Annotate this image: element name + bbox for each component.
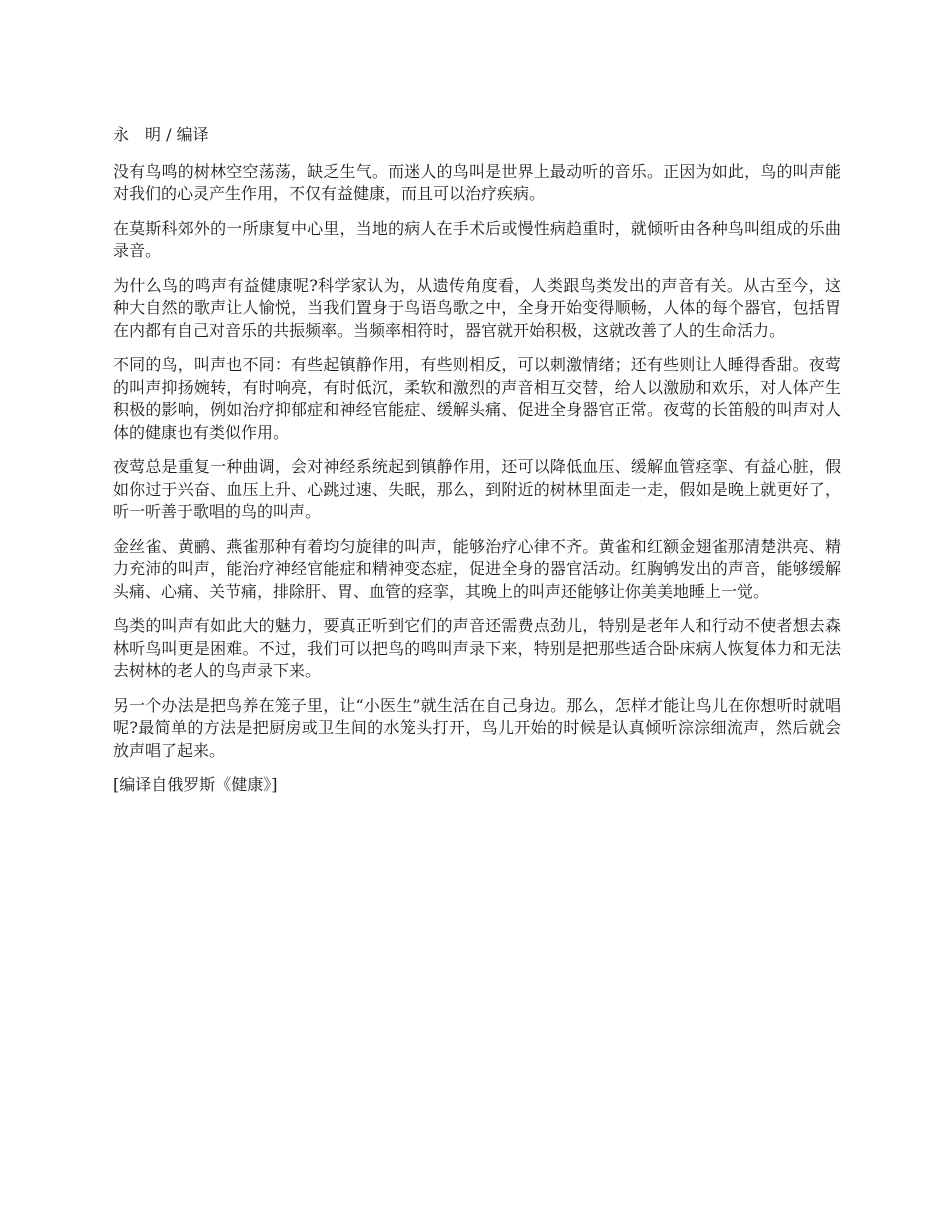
paragraph-7: 鸟类的叫声有如此大的魅力，要真正听到它们的声音还需费点劲儿，特别是老年人和行动不使者想去森林听鸟叫更是困难。不过，我们可以把鸟的鸣叫声录下来，特别是把那些适合卧床病人恢复体力和无法去树林的老人的鸟声录下来。 <box>113 616 841 680</box>
paragraph-1: 没有鸟鸣的树林空空荡荡，缺乏生气。而迷人的鸟叫是世界上最动听的音乐。正因为如此，鸟的叫声能对我们的心灵产生作用，不仅有益健康，而且可以治疗疾病。 <box>113 161 841 203</box>
paragraph-2: 在莫斯科郊外的一所康复中心里，当地的病人在手术后或慢性病趋重时，就倾听由各种鸟叫组成的乐曲录音。 <box>113 218 841 260</box>
paragraph-6: 金丝雀、黄鹂、燕雀那种有着均匀旋律的叫声，能够治疗心律不齐。黄雀和红额金翅雀那清楚洪亮、精力充沛的叫声，能治疗神经官能症和精神变态症，促进全身的器官活动。红胸鸲发出的声音，能够缓解头痛、心痛、关节痛，排除肝、胃、血管的痉挛，其晚上的叫声还能够让你美美地睡上一觉。 <box>113 536 841 601</box>
article-body <box>113 124 841 797</box>
source-citation: [编译自俄罗斯《健康》] <box>113 775 278 794</box>
author-byline: 永 明 / 编译 <box>113 125 209 144</box>
paragraph-3: 为什么鸟的鸣声有益健康呢?科学家认为，从遗传角度看，人类跟鸟类发出的声音有关。从古至今，这种大自然的歌声让人愉悦，当我们置身于鸟语鸟歌之中，全身开始变得顺畅，人体的每个器官，包括胃在内都有自己对音乐的共振频率。当频率相符时，器官就开始积极，这就改善了人的生命活力。 <box>113 275 841 340</box>
paragraph-5: 夜莺总是重复一种曲调，会对神经系统起到镇静作用，还可以降低血压、缓解血管痉挛、有益心脏，假如你过于兴奋、血压上升、心跳过速、失眠，那么，到附近的树林里面走一走，假如是晚上就更好了，听一听善于歌唱的鸟的叫声。 <box>113 457 841 521</box>
paragraph-8: 另一个办法是把鸟养在笼子里，让“小医生”就生活在自己身边。那么，怎样才能让鸟儿在你想听时就唱呢?最简单的方法是把厨房或卫生间的水笼头打开，鸟儿开始的时候是认真倾听淙淙细流声，然后就会放声唱了起来。 <box>113 695 841 760</box>
paragraph-4: 不同的鸟，叫声也不同：有些起镇静作用，有些则相反，可以刺激情绪；还有些则让人睡得香甜。夜莺的叫声抑扬婉转，有时响亮，有时低沉，柔软和激烈的声音相互交替，给人以激励和欢乐，对人体产生积极的影响，例如治疗抑郁症和神经官能症、缓解头痛、促进全身器官正常。夜莺的长笛般的叫声对人体的健康也有类似作用。 <box>113 355 841 442</box>
